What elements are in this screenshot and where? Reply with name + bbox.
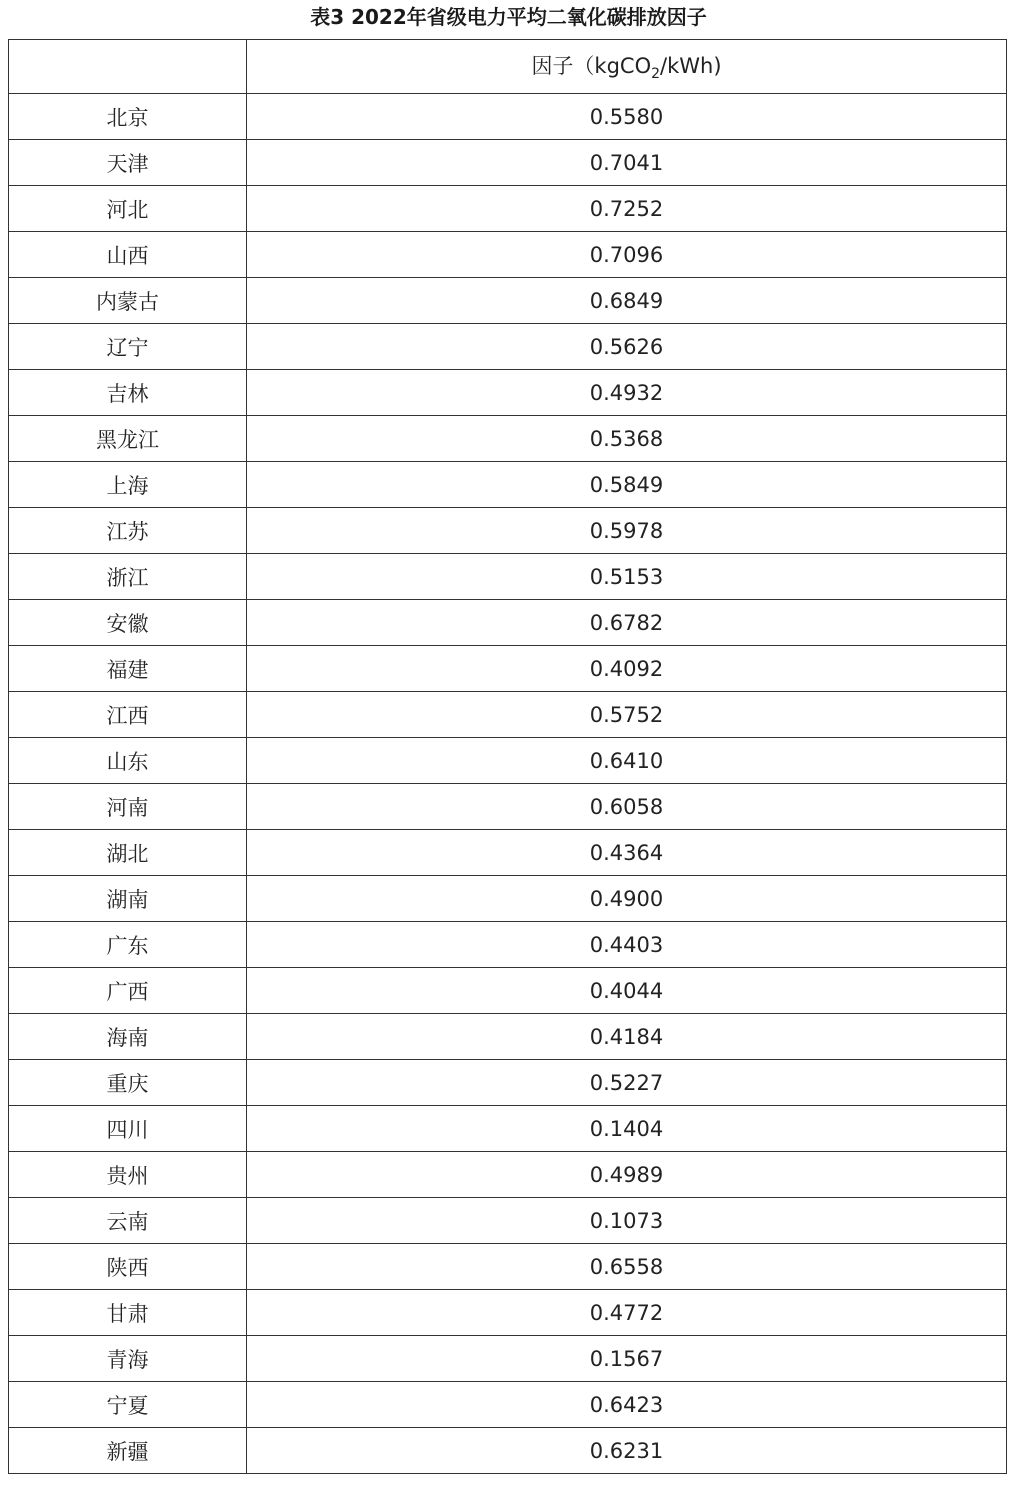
factor-value-cell: 0.4900 <box>247 876 1007 922</box>
table-row <box>9 278 1007 324</box>
province-cell: 湖南 <box>9 876 247 922</box>
table-body <box>9 40 1007 1474</box>
emission-factor-table <box>8 39 1007 1474</box>
table-row <box>9 462 1007 508</box>
province-cell: 上海 <box>9 462 247 508</box>
table-row <box>9 232 1007 278</box>
factor-value-cell: 0.7041 <box>247 140 1007 186</box>
table-row <box>9 600 1007 646</box>
table-row <box>9 1382 1007 1428</box>
factor-value-cell: 0.6423 <box>247 1382 1007 1428</box>
table-row <box>9 1060 1007 1106</box>
table-row <box>9 1336 1007 1382</box>
table-row <box>9 554 1007 600</box>
table-row <box>9 508 1007 554</box>
table-row <box>9 324 1007 370</box>
header-factor-suffix: /kWh) <box>660 54 722 79</box>
province-cell: 重庆 <box>9 1060 247 1106</box>
factor-value-cell: 0.5849 <box>247 462 1007 508</box>
factor-value-cell: 0.5580 <box>247 94 1007 140</box>
factor-value-cell: 0.4772 <box>247 1290 1007 1336</box>
factor-value-cell: 0.4092 <box>247 646 1007 692</box>
province-cell: 辽宁 <box>9 324 247 370</box>
factor-value-cell: 0.7096 <box>247 232 1007 278</box>
table-row <box>9 140 1007 186</box>
table-row <box>9 1198 1007 1244</box>
province-cell: 内蒙古 <box>9 278 247 324</box>
province-cell: 河北 <box>9 186 247 232</box>
table-row <box>9 1152 1007 1198</box>
province-cell: 山东 <box>9 738 247 784</box>
province-cell: 广东 <box>9 922 247 968</box>
factor-value-cell: 0.6231 <box>247 1428 1007 1474</box>
table-row <box>9 1106 1007 1152</box>
factor-value-cell: 0.6782 <box>247 600 1007 646</box>
table-row <box>9 876 1007 922</box>
province-cell: 青海 <box>9 1336 247 1382</box>
factor-value-cell: 0.5153 <box>247 554 1007 600</box>
province-cell: 天津 <box>9 140 247 186</box>
province-cell: 四川 <box>9 1106 247 1152</box>
factor-value-cell: 0.6410 <box>247 738 1007 784</box>
factor-value-cell: 0.5752 <box>247 692 1007 738</box>
factor-value-cell: 0.4932 <box>247 370 1007 416</box>
table-title: 表3 2022年省级电力平均二氧化碳排放因子 <box>310 5 707 29</box>
header-factor-cell <box>247 40 1007 94</box>
table-row <box>9 692 1007 738</box>
province-cell: 江苏 <box>9 508 247 554</box>
province-cell: 福建 <box>9 646 247 692</box>
table-row <box>9 1428 1007 1474</box>
province-cell: 宁夏 <box>9 1382 247 1428</box>
table-row <box>9 186 1007 232</box>
factor-value-cell: 0.6558 <box>247 1244 1007 1290</box>
table-row <box>9 370 1007 416</box>
province-cell: 广西 <box>9 968 247 1014</box>
province-cell: 湖北 <box>9 830 247 876</box>
province-cell: 安徽 <box>9 600 247 646</box>
factor-value-cell: 0.4364 <box>247 830 1007 876</box>
header-province-cell <box>9 40 247 94</box>
table-row <box>9 416 1007 462</box>
table-row <box>9 1014 1007 1060</box>
factor-value-cell: 0.1404 <box>247 1106 1007 1152</box>
factor-value-cell: 0.6058 <box>247 784 1007 830</box>
factor-value-cell: 0.5227 <box>247 1060 1007 1106</box>
factor-value-cell: 0.4044 <box>247 968 1007 1014</box>
header-factor-prefix: 因子（kgCO <box>531 54 652 79</box>
factor-value-cell: 0.5368 <box>247 416 1007 462</box>
table-row <box>9 1244 1007 1290</box>
factor-value-cell: 0.4989 <box>247 1152 1007 1198</box>
factor-value-cell: 0.4403 <box>247 922 1007 968</box>
factor-value-cell: 0.5626 <box>247 324 1007 370</box>
province-cell: 贵州 <box>9 1152 247 1198</box>
province-cell: 江西 <box>9 692 247 738</box>
factor-value-cell: 0.1567 <box>247 1336 1007 1382</box>
province-cell: 黑龙江 <box>9 416 247 462</box>
table-row <box>9 968 1007 1014</box>
province-cell: 北京 <box>9 94 247 140</box>
table-row <box>9 646 1007 692</box>
table-row <box>9 830 1007 876</box>
factor-value-cell: 0.4184 <box>247 1014 1007 1060</box>
province-cell: 甘肃 <box>9 1290 247 1336</box>
table-row <box>9 94 1007 140</box>
province-cell: 吉林 <box>9 370 247 416</box>
table-row <box>9 738 1007 784</box>
header-factor-subscript: 2 <box>651 66 661 83</box>
table-row <box>9 1290 1007 1336</box>
factor-value-cell: 0.7252 <box>247 186 1007 232</box>
province-cell: 陕西 <box>9 1244 247 1290</box>
province-cell: 云南 <box>9 1198 247 1244</box>
table-header-row <box>9 40 1007 94</box>
table-row <box>9 784 1007 830</box>
table-row <box>9 922 1007 968</box>
province-cell: 海南 <box>9 1014 247 1060</box>
province-cell: 浙江 <box>9 554 247 600</box>
province-cell: 山西 <box>9 232 247 278</box>
factor-value-cell: 0.6849 <box>247 278 1007 324</box>
province-cell: 新疆 <box>9 1428 247 1474</box>
factor-value-cell: 0.5978 <box>247 508 1007 554</box>
factor-value-cell: 0.1073 <box>247 1198 1007 1244</box>
province-cell: 河南 <box>9 784 247 830</box>
